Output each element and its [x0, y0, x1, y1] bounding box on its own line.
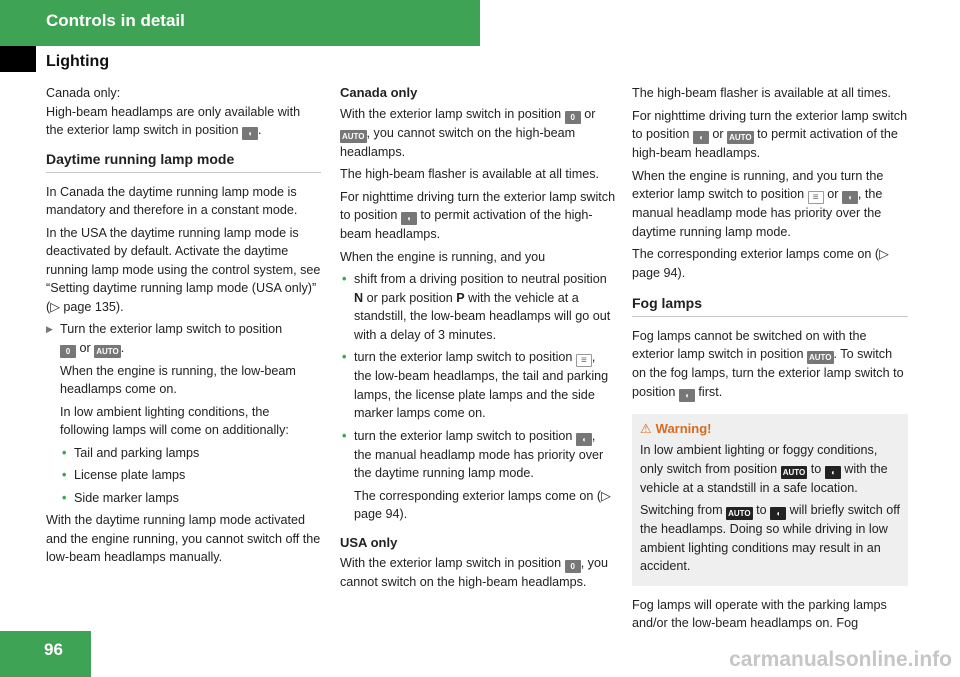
list-item: • shift from a driving position to neutral position N or park position P with the vehicle at a standstill, the low-beam headlamps will go out with a delay of 3 minutes. [340, 270, 616, 344]
heading-fog-lamps: Fog lamps [632, 294, 908, 317]
chapter-title: Controls in detail [46, 11, 185, 30]
paragraph: The high-beam flasher is available at all times. [340, 167, 599, 181]
column-3 [632, 84, 908, 637]
paragraph: Fog lamps will operate with the parking lamps and/or the low-beam headlamps on. Fog [632, 597, 887, 630]
paragraph: When the engine is running, and you turn the exterior lamp switch to position ≡ or ◖ , the manual headlamp mode has priority over the daytime running lamp mode. [632, 168, 884, 239]
paragraph: When the engine is running, and you [340, 249, 546, 264]
auto-icon: AUTO [729, 133, 752, 142]
paragraph: Fog lamps cannot be switched on with the exterior lamp switch in position AUTO . To switch on the fog lamps, turn the exterior lamp switch to position ◖ first. [632, 328, 904, 400]
position-zero-icon: 0 [565, 111, 581, 124]
page-number: 96 [44, 640, 63, 659]
column-1 [46, 84, 321, 571]
lowbeam-icon: ◖ [401, 212, 417, 225]
auto-icon: AUTO [782, 467, 806, 477]
paragraph: With the exterior lamp switch in position 0 , you cannot switch on the high-beam headlamps. [340, 556, 608, 589]
warning-box [632, 414, 908, 586]
heading-daytime-running: Daytime running lamp mode [46, 150, 321, 173]
paragraph: The corresponding exterior lamps come on (▷ page 94). [354, 488, 611, 521]
lowbeam-icon: ◖ [576, 433, 592, 446]
paragraph: Canada only: High-beam headlamps are only available with the exterior lamp switch in position ◖ . [46, 86, 301, 138]
lowbeam-icon: ◖ [693, 131, 709, 144]
warning-title: ⚠ Warning! [640, 420, 902, 439]
paragraph: With the daytime running lamp mode activated and the engine running, you cannot switch off the low-beam headlamps manually. [46, 513, 321, 564]
auto-icon: AUTO [342, 131, 365, 141]
parking-lamp-icon: ≡ [576, 354, 592, 367]
instruction-step: ▶ Turn the exterior lamp switch to position 0 or AUTO . [46, 320, 321, 358]
paragraph: Switching from AUTO to ◖ will briefly switch off the headlamps. Doing so while driving in low ambient lighting conditions may result in an accident. [640, 503, 900, 573]
lowbeam-icon: ◖ [242, 127, 258, 140]
paragraph: When the engine is running, the low-beam headlamps come on. [60, 363, 296, 396]
warning-triangle-icon: ⚠ [640, 420, 652, 436]
paragraph: In low ambient lighting conditions, the following lamps will come on additionally: [60, 404, 289, 437]
list-item: • Side marker lamps [60, 489, 321, 508]
auto-icon: AUTO [728, 509, 751, 518]
paragraph: The high-beam flasher is available at all times. [632, 86, 891, 100]
paragraph: For nighttime driving turn the exterior lamp switch to position ◖ or AUTO to permit activation of the high-beam headlamps. [632, 108, 908, 160]
heading-canada-only: Canada only [340, 85, 418, 100]
section-title: Lighting [46, 53, 110, 70]
lowbeam-icon: ◖ [825, 466, 841, 479]
lowbeam-icon: ◖ [842, 191, 858, 204]
list-item: • Tail and parking lamps [60, 444, 321, 463]
list-item: • License plate lamps [60, 466, 321, 485]
auto-icon: AUTO [96, 346, 119, 356]
heading-usa-only: USA only [340, 534, 398, 550]
paragraph: For nighttime driving turn the exterior lamp switch to position ◖ to permit activation of the high-beam headlamps. [340, 189, 616, 241]
position-zero-icon: 0 [60, 345, 76, 358]
auto-icon: AUTO [809, 353, 832, 362]
corner-marker [0, 46, 36, 72]
paragraph: The corresponding exterior lamps come on (▷ page 94). [632, 247, 889, 280]
paragraph: With the exterior lamp switch in position 0 or AUTO , you cannot switch on the high-beam headlamps. [340, 106, 596, 159]
parking-lamp-icon: ≡ [808, 191, 824, 204]
list-item: • turn the exterior lamp switch to position ◖ , the manual headlamp mode has priority over the daytime running lamp mode. The corresponding exterior lamps come on (▷ page 94). [340, 427, 616, 524]
watermark: carmanualsonline.info [729, 648, 952, 671]
list-item: • turn the exterior lamp switch to position ≡ , the low-beam headlamps, the tail and parking lamps, the license plate lamps and the side marker lamps come on. [340, 348, 616, 423]
lowbeam-icon: ◖ [679, 389, 695, 402]
position-zero-icon: 0 [565, 560, 581, 573]
column-2 [340, 84, 616, 596]
paragraph: In Canada the daytime running lamp mode is mandatory and therefore in a constant mode. [46, 184, 298, 217]
paragraph: In the USA the daytime running lamp mode is deactivated by default. Activate the daytime running lamp mode using the control system, see “Setting daytime running lamp mode (USA only)” (▷ page 135). [46, 225, 321, 314]
paragraph: In low ambient lighting or foggy conditions, only switch from position AUTO to ◖ with the vehicle at a standstill in a safe location. [640, 443, 888, 495]
lowbeam-icon: ◖ [770, 507, 786, 520]
